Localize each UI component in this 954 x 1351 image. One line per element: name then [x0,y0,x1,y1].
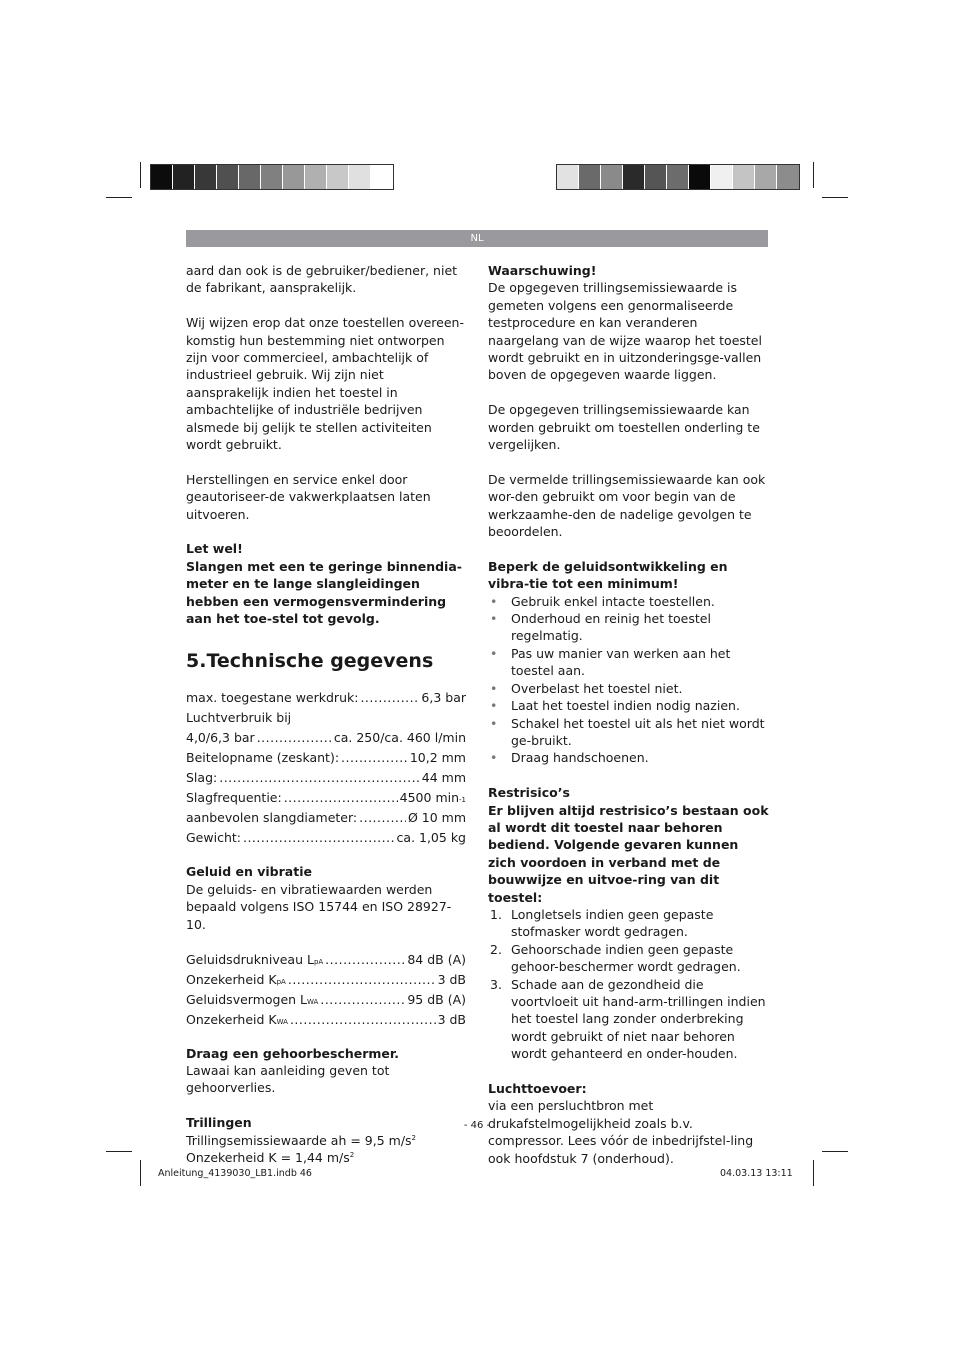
leader-dots [290,1011,436,1028]
crop-mark [813,1160,814,1186]
subsection-title: Trillingen [186,1115,252,1131]
subsection-title: Luchttoevoer: [488,1081,587,1097]
section-title: 5.Technische gegevens [186,650,434,673]
spec-row [186,689,466,709]
noise-row: Onzekerheid K WA ..... 3 dB [186,1011,466,1031]
paragraph: Wij wijzen erop dat onze toestellen overeen-komstig hun bestemming niet ontworpen zijn voor commercieel, ambachtelijk of industrieel gebruik. Wij zijn niet aansprakelijk indien het toestel in ambachtelijke of industriële bedrijven alsmede bij gelijk te stellen activiteiten wordt gebruikt. [186,315,464,453]
item-number: 2. [490,941,502,957]
spec-value: 6,3 bar [421,690,466,706]
noise-label: Onzekerheid K [186,971,277,987]
color-swatch [327,165,349,189]
leader-dots [243,829,395,846]
leader-dots [341,749,408,766]
color-swatch [645,165,667,189]
leader-dots [360,689,419,706]
paragraph: De vermelde trillingsemissiewaarde kan ook wor-den gebruikt om voor begin van de werkzaamhe-den de nadelige gevolgen te beoordelen. [488,471,766,540]
color-swatch [755,165,777,189]
noise-value: 3 dB [437,971,466,987]
color-swatch [151,165,173,189]
noise-label: Geluidsdrukniveau L [186,951,314,967]
paragraph: De geluids- en vibratiewaarden werden bepaald volgens ISO 15744 en ISO 28927-10. [186,881,452,932]
language-header-bar [186,230,768,247]
color-swatch [557,165,579,189]
bullet-item: • Laat het toestel indien nodig nazien. [488,697,770,714]
footer-file: Anleitung_4139030_LB1.indb 46 [158,1168,312,1179]
subsection-title: Geluid en vibratie [186,864,312,880]
color-swatch [667,165,689,189]
page-number: - 46 - [463,1120,491,1131]
crop-mark [822,197,848,198]
leader-dots [257,729,332,746]
color-swatch [711,165,733,189]
spec-label: Luchtverbruik bij [186,710,292,726]
paragraph: via een persluchtbron met drukafstelmogelijkheid zoals b.v. compressor. Lees vóór de inbedrijfstel-ling ook hoofdstuk 7 (onderhoud). [488,1098,754,1166]
color-swatch [283,165,305,189]
leader-dots [359,809,406,826]
bold-paragraph: Er blijven altijd restrisico’s bestaan ook al wordt dit toestel naar behoren bediend. Volgende gevaren kunnen zich voordoen in verband met de bouwwijze en uitvoe-ring van dit toestel: [488,802,769,905]
spec-list [186,689,466,849]
noise-value: 3 dB [437,1011,466,1027]
spec-value: 10,2 mm [409,750,466,766]
spec-value: Ø 10 mm [407,810,466,826]
color-swatch [195,165,217,189]
crop-mark [813,162,814,188]
subsection-title: Restrisico’s [488,785,570,801]
crop-mark [822,1151,848,1152]
color-calibration-bar-right [556,164,800,190]
note-text: Slangen met een te geringe binnendia-meter en te lange slangleidingen hebben een vermogensvermindering aan het toe-stel tot gevolg. [186,558,462,627]
footer-date: 04.03.13 13:11 [720,1168,793,1179]
spec-label: 4,0/6,3 bar [186,730,255,746]
left-column [186,262,466,1166]
item-text: Longletsels indien geen gepaste stofmasker wordt gedragen. [511,906,714,940]
spec-row [186,709,466,729]
spec-value: ca. 1,05 kg [396,830,466,846]
bullet-item: • Overbelast het toestel niet. [488,680,770,697]
spec-row [186,769,466,789]
spec-label: Slagfrequentie: [186,790,282,806]
numbered-list [488,906,770,1063]
spec-label: Beitelopname (zeskant): [186,750,340,766]
leader-dots [284,789,398,806]
numbered-item [488,976,770,1063]
numbered-item [488,906,770,941]
item-text: Schade aan de gezondheid die voortvloeit uit hand-arm-trillingen indien het toestel lang zonder onderbreking wordt gebruikt of niet naar behoren wordt gehanteerd en onder-houden. [511,976,766,1062]
color-swatch [217,165,239,189]
crop-mark [106,1151,132,1152]
spec-row [186,729,466,749]
noise-label: Geluidsvermogen L [186,991,308,1007]
spec-row [186,749,466,769]
noise-list [186,951,466,1031]
item-number: 1. [490,906,502,922]
noise-row: Geluidsvermogen L WA ..... 95 dB (A) [186,991,466,1011]
subsection-title: Draag een gehoorbeschermer. [186,1045,400,1061]
color-swatch [305,165,327,189]
spec-value: 4500 min [399,790,460,806]
color-swatch [623,165,645,189]
noise-value: 84 dB (A) [407,951,466,967]
item-text: Gehoorschade indien geen gepaste gehoor-beschermer wordt gedragen. [511,941,741,975]
noise-label: Onzekerheid K [186,1011,277,1027]
color-swatch [777,165,799,189]
language-label: NL [470,233,484,244]
bullet-item: • Onderhoud en reinig het toestel regelmatig. [488,610,770,645]
spec-row: Slagfrequentie: ..... 4500 min -1 [186,789,466,809]
spec-label: Gewicht: [186,830,241,846]
color-swatch [239,165,261,189]
color-swatch [579,165,601,189]
bullet-item: • Gebruik enkel intacte toestellen. [488,593,770,610]
leader-dots [325,951,405,968]
leader-dots [320,991,405,1008]
color-swatch [371,165,393,189]
spec-label: aanbevolen slangdiameter: [186,810,358,826]
color-swatch [173,165,195,189]
spec-value: 44 mm [421,770,466,786]
warning-title: Waarschuwing! [488,263,597,278]
color-swatch [261,165,283,189]
vibration-line: Onzekerheid K = 1,44 $m/s^2$ [186,1149,355,1165]
paragraph: De opgegeven trillingsemissiewaarde kan worden gebruikt om toestellen onderling te vergelijken. [488,402,760,453]
bullet-item: • Pas uw manier van werken aan het toestel aan. [488,645,770,680]
noise-row: Geluidsdrukniveau L pA ..... 84 dB (A) [186,951,466,971]
crop-mark [106,197,132,198]
item-number: 3. [490,976,502,992]
spec-value: ca. 250/ca. 460 l/min [333,730,466,746]
paragraph: Herstellingen en service enkel door geautoriseer-de vakwerkplaatsen laten uitvoeren. [186,471,431,522]
vibration-line: Trillingsemissiewaarde ah = 9,5 $m/s^2$ [186,1132,417,1148]
color-swatch [349,165,371,189]
bullet-list [488,593,770,767]
paragraph: Lawaai kan aanleiding geven tot gehoorverlies. [186,1062,390,1096]
leader-dots [219,769,420,786]
crop-mark [140,1160,141,1186]
subsection-title: Beperk de geluidsontwikkeling en vibra-tie tot een minimum! [488,558,728,592]
noise-value: 95 dB (A) [407,991,466,1007]
noise-row: Onzekerheid K pA ..... 3 dB [186,971,466,991]
note-title: Let wel! [186,541,243,557]
leader-dots [288,971,436,988]
paragraph: aard dan ook is de gebruiker/bediener, niet de fabrikant, aansprakelijk. [186,263,458,296]
spec-label: max. toegestane werkdruk: [186,690,359,706]
bullet-item: • Schakel het toestel uit als het niet wordt ge-bruikt. [488,715,770,750]
color-calibration-bar-left [150,164,394,190]
spec-row [186,829,466,849]
spec-label: Slag: [186,770,218,786]
crop-mark [140,162,141,188]
color-swatch [689,165,711,189]
color-swatch [601,165,623,189]
bullet-item: • Draag handschoenen. [488,749,770,766]
color-swatch [733,165,755,189]
right-column [488,262,770,1167]
numbered-item [488,941,770,976]
spec-row [186,809,466,829]
paragraph: De opgegeven trillingsemissiewaarde is gemeten volgens een genormaliseerde testprocedure en kan veranderen naargelang van de wijze waarop het toestel wordt gebruikt en in uitzonderingsge-vallen boven de opgegeven waarde liggen. [488,280,762,383]
